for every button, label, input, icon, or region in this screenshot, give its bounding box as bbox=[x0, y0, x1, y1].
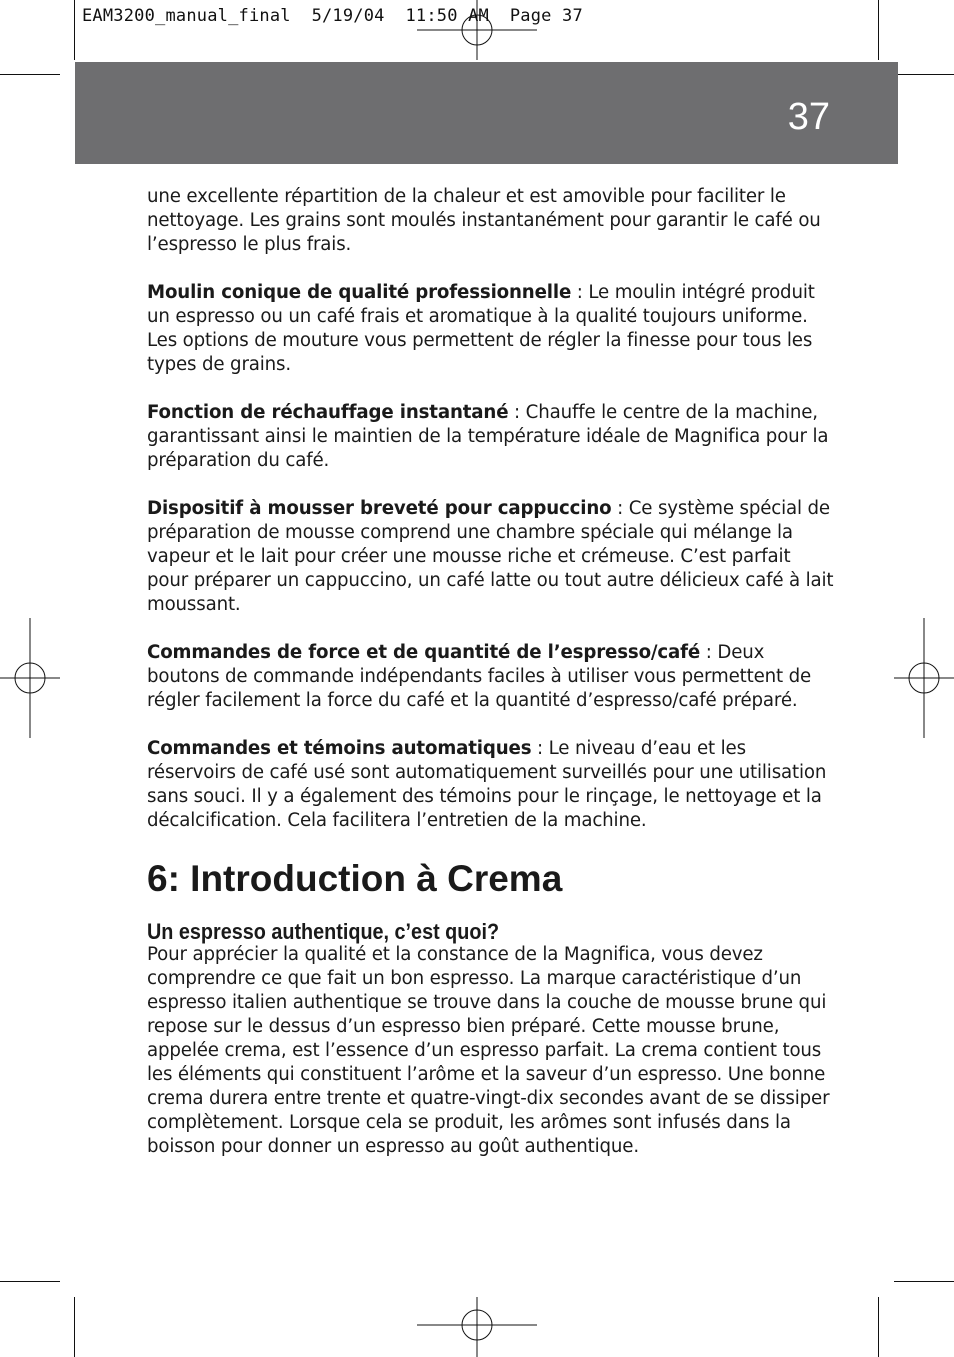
registration-mark-left-icon bbox=[0, 618, 60, 738]
crop-mark-top-right-horizontal bbox=[894, 74, 954, 75]
paragraph-preheat bbox=[147, 401, 837, 473]
paragraph-text: : Le moulin intégré produit un espresso ou un café frais et aromatique à la qualité toujours uniforme. Les options de mouture vous permettent de régler la finesse pour tous les types de grains. bbox=[147, 282, 815, 375]
registration-mark-bottom-icon bbox=[417, 1297, 537, 1357]
section-title: 6: Introduction à Crema bbox=[147, 858, 563, 899]
main-content bbox=[147, 185, 837, 1159]
crop-mark-bottom-right-horizontal bbox=[894, 1281, 954, 1282]
paragraph-term: Fonction de réchauffage instantané bbox=[147, 402, 509, 423]
paragraph-indicators bbox=[147, 737, 837, 833]
crop-mark-bottom-right-vertical bbox=[878, 1297, 879, 1357]
paragraph-text: : Chauffe le centre de la machine, garantissant ainsi le maintien de la température idéale de Magnifica pour la préparation du café. bbox=[147, 402, 829, 471]
paragraph-term: Moulin conique de qualité professionnelle bbox=[147, 282, 572, 303]
paragraph-term: Commandes de force et de quantité de l’espresso/café bbox=[147, 642, 701, 663]
paragraph-text: : Deux boutons de commande indépendants faciles à utiliser vous permettent de régler facilement la force du café et la quantité d’espresso/café préparé. bbox=[147, 642, 812, 711]
header-band bbox=[75, 62, 898, 164]
crop-mark-top-right-vertical bbox=[878, 0, 879, 60]
section-body: Pour apprécier la qualité et la constance de la Magnifica, vous devez comprendre ce que fait un bon espresso. La marque caractéristique d’un espresso italien authentique se trouve dans la couche de mousse brune qui repose sur le dessus d’un espresso bien préparé. Cette mousse brune, appelée crema, est l’essence d’un espresso parfait. La crema contient tous les éléments qui constituent l’arôme et la saveur d’un espresso. Une bonne crema durera entre trente et quatre-vingt-dix secondes avant de se dissiper complètement. Lorsque cela se produit, les arômes sont infusés dans la boisson pour donner un espresso au goût authentique. bbox=[147, 944, 830, 1157]
paragraph-controls bbox=[147, 641, 837, 713]
paragraph-grinder bbox=[147, 281, 837, 377]
crop-mark-bottom-left-vertical bbox=[74, 1297, 75, 1357]
crop-mark-top-left-horizontal bbox=[0, 74, 60, 75]
section-subheading: Un espresso authentique, c’est quoi? bbox=[147, 919, 500, 944]
page-number: 37 bbox=[787, 96, 830, 138]
paragraph-term: Commandes et témoins automatiques bbox=[147, 738, 532, 759]
paragraph-term: Dispositif à mousser breveté pour cappuccino bbox=[147, 498, 612, 519]
crop-mark-top-left-vertical bbox=[74, 0, 75, 60]
paragraph-text: : Ce système spécial de préparation de mousse comprend une chambre spéciale qui mélange la vapeur et le lait pour créer une mousse riche et crémeuse. C’est parfait pour préparer un cappuccino, un café latte ou tout autre délicieux café à lait moussant. bbox=[147, 498, 834, 615]
paragraph-intro bbox=[147, 185, 837, 257]
crop-mark-bottom-left-horizontal bbox=[0, 1281, 60, 1282]
registration-mark-top-icon bbox=[417, 0, 537, 60]
print-slug: EAM3200_manual_final 5/19/04 11:50 AM Page 37 bbox=[82, 6, 583, 26]
paragraph-text: : Le niveau d’eau et les réservoirs de café usé sont automatiquement surveillés pour une utilisation sans souci. Il y a également des témoins pour le rinçage, le nettoyage et la décalcification. Cela facilitera l’entretien de la machine. bbox=[147, 738, 827, 831]
registration-mark-right-icon bbox=[894, 618, 954, 738]
paragraph-frother bbox=[147, 497, 837, 617]
paragraph-text: une excellente répartition de la chaleur et est amovible pour faciliter le nettoyage. Les grains sont moulés instantanément pour garantir le café ou l’espresso le plus frais. bbox=[147, 186, 821, 255]
